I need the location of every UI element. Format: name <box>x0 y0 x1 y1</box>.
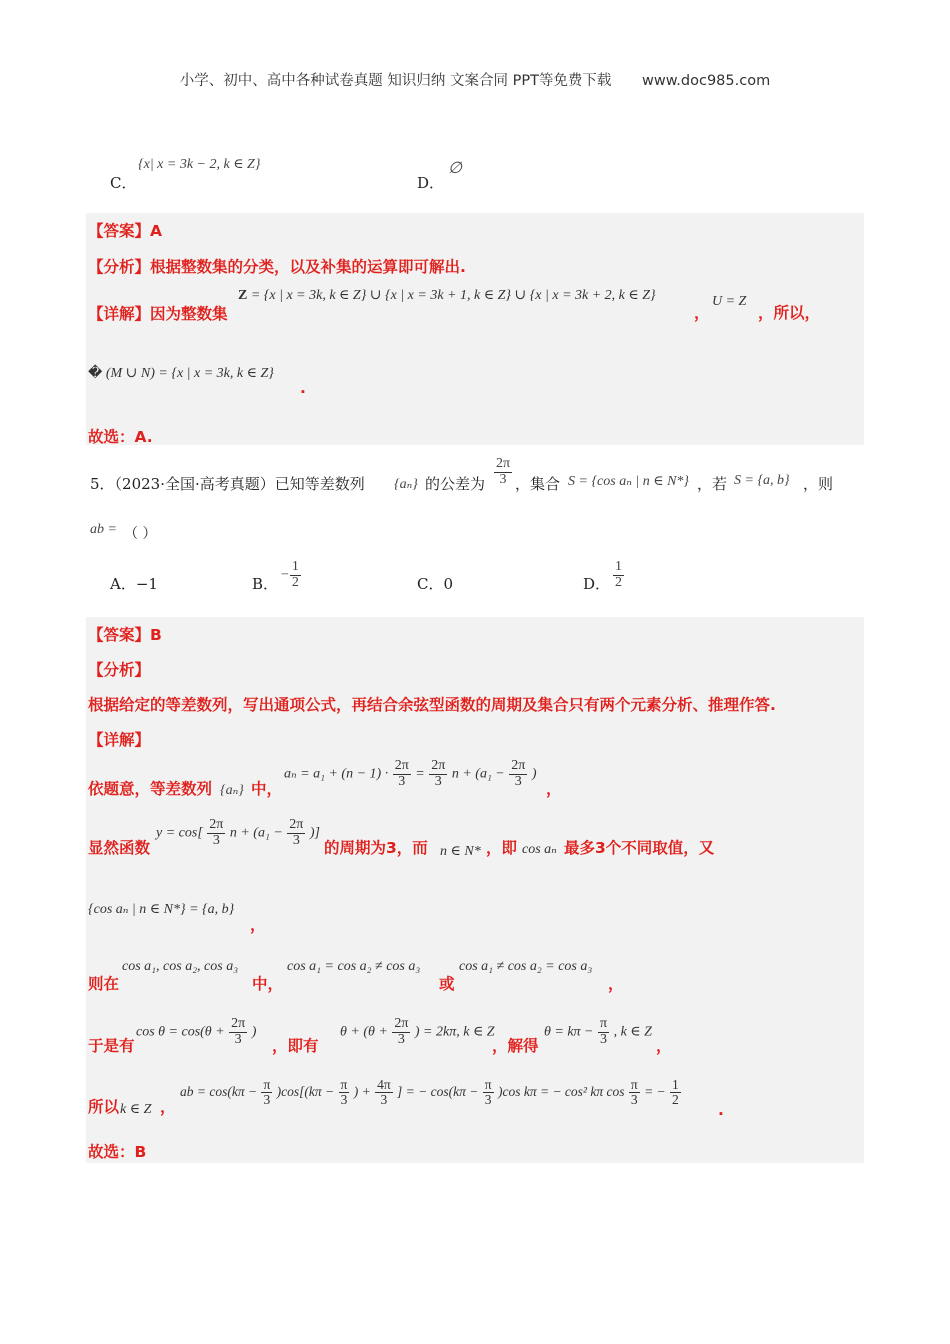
answer-label: 【答案】 <box>88 222 151 240</box>
answer-value: A <box>150 222 163 240</box>
option-b-value: − $\frac{1}{2}$ <box>281 559 299 590</box>
question-ask: ab = <box>90 522 117 537</box>
question-source: （2023·全国·高考真题） <box>114 475 275 493</box>
complement-end: . <box>300 379 306 397</box>
analysis-label-2: 【分析】 <box>88 661 151 679</box>
question-5-line-1: 5．（2023·全国·高考真题）已知等差数列 <box>90 475 365 493</box>
detail-line-3-end: ， <box>250 916 266 934</box>
option-c: C．0 <box>417 575 454 593</box>
header-title: 小学、初中、高中各种试卷真题 知识归纳 文案合同 PPT等免费下载 <box>179 73 612 89</box>
header-url: www.doc985.com <box>642 73 771 89</box>
analysis-line-1 <box>88 255 466 277</box>
page-header <box>0 69 950 90</box>
cos-an: cos aₙ <box>522 842 557 857</box>
question-text-4: ，若 <box>697 475 728 493</box>
detail-line-1-seq: {aₙ} <box>220 783 244 798</box>
analysis-text-2: 根据给定的等差数列，写出通项公式，再结合余弦型函数的周期及集合只有两个元素分析、推理作答. <box>88 696 776 714</box>
cos-theta-equation: cos θ = cos(θ + $\frac{2\pi}{3}$ ) <box>136 1016 257 1047</box>
n-natural: n ∈ N* <box>440 844 481 859</box>
answer-line-2: 【答案】B <box>88 626 162 644</box>
complement-formula: � (M ∪ N) = {x | x = 3k, k ∈ Z} <box>88 366 274 381</box>
detail-line-5-mid: ，即有 <box>272 1037 319 1055</box>
question-text-3: ，集合 <box>515 475 561 493</box>
option-a: A．−1 <box>110 575 158 593</box>
common-difference: $\frac{2\pi}{3}$ <box>496 456 511 487</box>
ab-final-computation: ab = cos(kπ − $\frac{\pi}{3}$ )cos[(kπ − $\frac{\pi}{3}$ ) + $\frac{4\pi}{3}$ ] = − cos(kπ − $\frac{\pi}{3}$ )cos kπ = − cos² kπ cos $\frac{\pi}{3}$ = − $\frac{1}{2}$ <box>180 1077 679 1108</box>
k-integer: k ∈ Z <box>120 1102 152 1117</box>
detail-line-5-text: 于是有 <box>88 1037 135 1055</box>
choice-1: 故选：A. <box>88 428 153 446</box>
detail-line-2-mid2: ，即 <box>486 839 518 857</box>
question-text-5: ，则 <box>803 475 834 493</box>
detail-label-2: 【详解】 <box>88 731 151 749</box>
question-paren: （ ） <box>124 526 157 542</box>
detail-line-2-end: 最多3个不同取值，又 <box>564 839 715 857</box>
set-definition: S = {cos aₙ | n ∈ N*} <box>568 474 690 489</box>
solution-block-2 <box>86 617 864 1163</box>
theta-solution: θ = kπ − $\frac{\pi}{3}$ , k ∈ Z <box>544 1016 652 1047</box>
cos-list: cos a₁, cos a₂, cos a₃ <box>122 959 239 974</box>
option-c-math: {x| x = 3k − 2, k ∈ Z} <box>138 157 261 172</box>
answer-line-1 <box>88 219 162 241</box>
solution-block-1 <box>86 213 864 445</box>
detail-line-1-end: ， <box>546 780 562 798</box>
analysis-text: 根据整数集的分类，以及补集的运算即可解出. <box>150 258 466 276</box>
detail-comma: ， <box>694 304 710 322</box>
detail-line-4-mid: 中， <box>252 975 284 993</box>
choice-2: 故选：B <box>88 1143 147 1161</box>
theta-sum-equation: θ + (θ + $\frac{2\pi}{3}$ ) = 2kπ, k ∈ Z <box>340 1016 495 1047</box>
option-d-label: D． <box>417 174 445 192</box>
detail-line-2-mid: 的周期为3，而 <box>324 839 428 857</box>
detail-line-1-mid: 中， <box>251 780 283 798</box>
cos-set-formula: {cos aₙ | n ∈ N*} = {a, b} <box>88 902 235 917</box>
detail-line-4-or: 或 <box>439 975 455 993</box>
option-d-label-q5: D． <box>583 575 611 593</box>
set-equation: S = {a, b} <box>734 473 790 488</box>
question-number: 5． <box>90 475 115 493</box>
detail-line-6-end: . <box>718 1101 724 1119</box>
complement-symbol: � <box>88 366 103 381</box>
option-c-label: C． <box>110 174 137 192</box>
detail-so: ，所以， <box>758 304 821 322</box>
question-seq: {aₙ} <box>394 477 418 492</box>
integer-set-formula: Z = {x | x = 3k, k ∈ Z} ∪ {x | x = 3k + 1, k ∈ Z} ∪ {x | x = 3k + 2, k ∈ Z} <box>238 288 656 303</box>
detail-line-1-text: 依题意，等差数列 <box>88 780 213 798</box>
option-b-label: B． <box>252 575 279 593</box>
detail-line-6-text: 所以 <box>88 1098 120 1116</box>
question-text-2: 的公差为 <box>425 475 486 493</box>
case-2: cos a₁ ≠ cos a₂ = cos a₃ <box>459 959 593 974</box>
detail-line-4-text: 则在 <box>88 975 120 993</box>
detail-line-4-end: ， <box>608 975 624 993</box>
detail-line-6-comma: ， <box>160 1098 176 1116</box>
cos-function-formula: y = cos[ $\frac{2\pi}{3}$ n + (a₁ − $\frac{2\pi}{3}$ )] <box>156 817 320 848</box>
detail-label-1: 【详解】因为整数集 <box>88 305 228 323</box>
detail-line-2-text: 显然函数 <box>88 839 151 857</box>
detail-line-5-mid2: ，解得 <box>492 1037 539 1055</box>
detail-line-5-end: ， <box>656 1037 672 1055</box>
option-d-math: ∅ <box>448 160 462 177</box>
case-1: cos a₁ = cos a₂ ≠ cos a₃ <box>287 959 421 974</box>
universal-set-formula: U = Z <box>712 294 747 309</box>
option-d-value: $\frac{1}{2}$ <box>615 559 622 590</box>
analysis-label: 【分析】 <box>88 258 151 276</box>
general-term-formula: aₙ = a₁ + (n − 1) · $\frac{2\pi}{3}$ = $\frac{2\pi}{3}$ n + (a₁ − $\frac{2\pi}{3}$ ) <box>284 758 537 789</box>
